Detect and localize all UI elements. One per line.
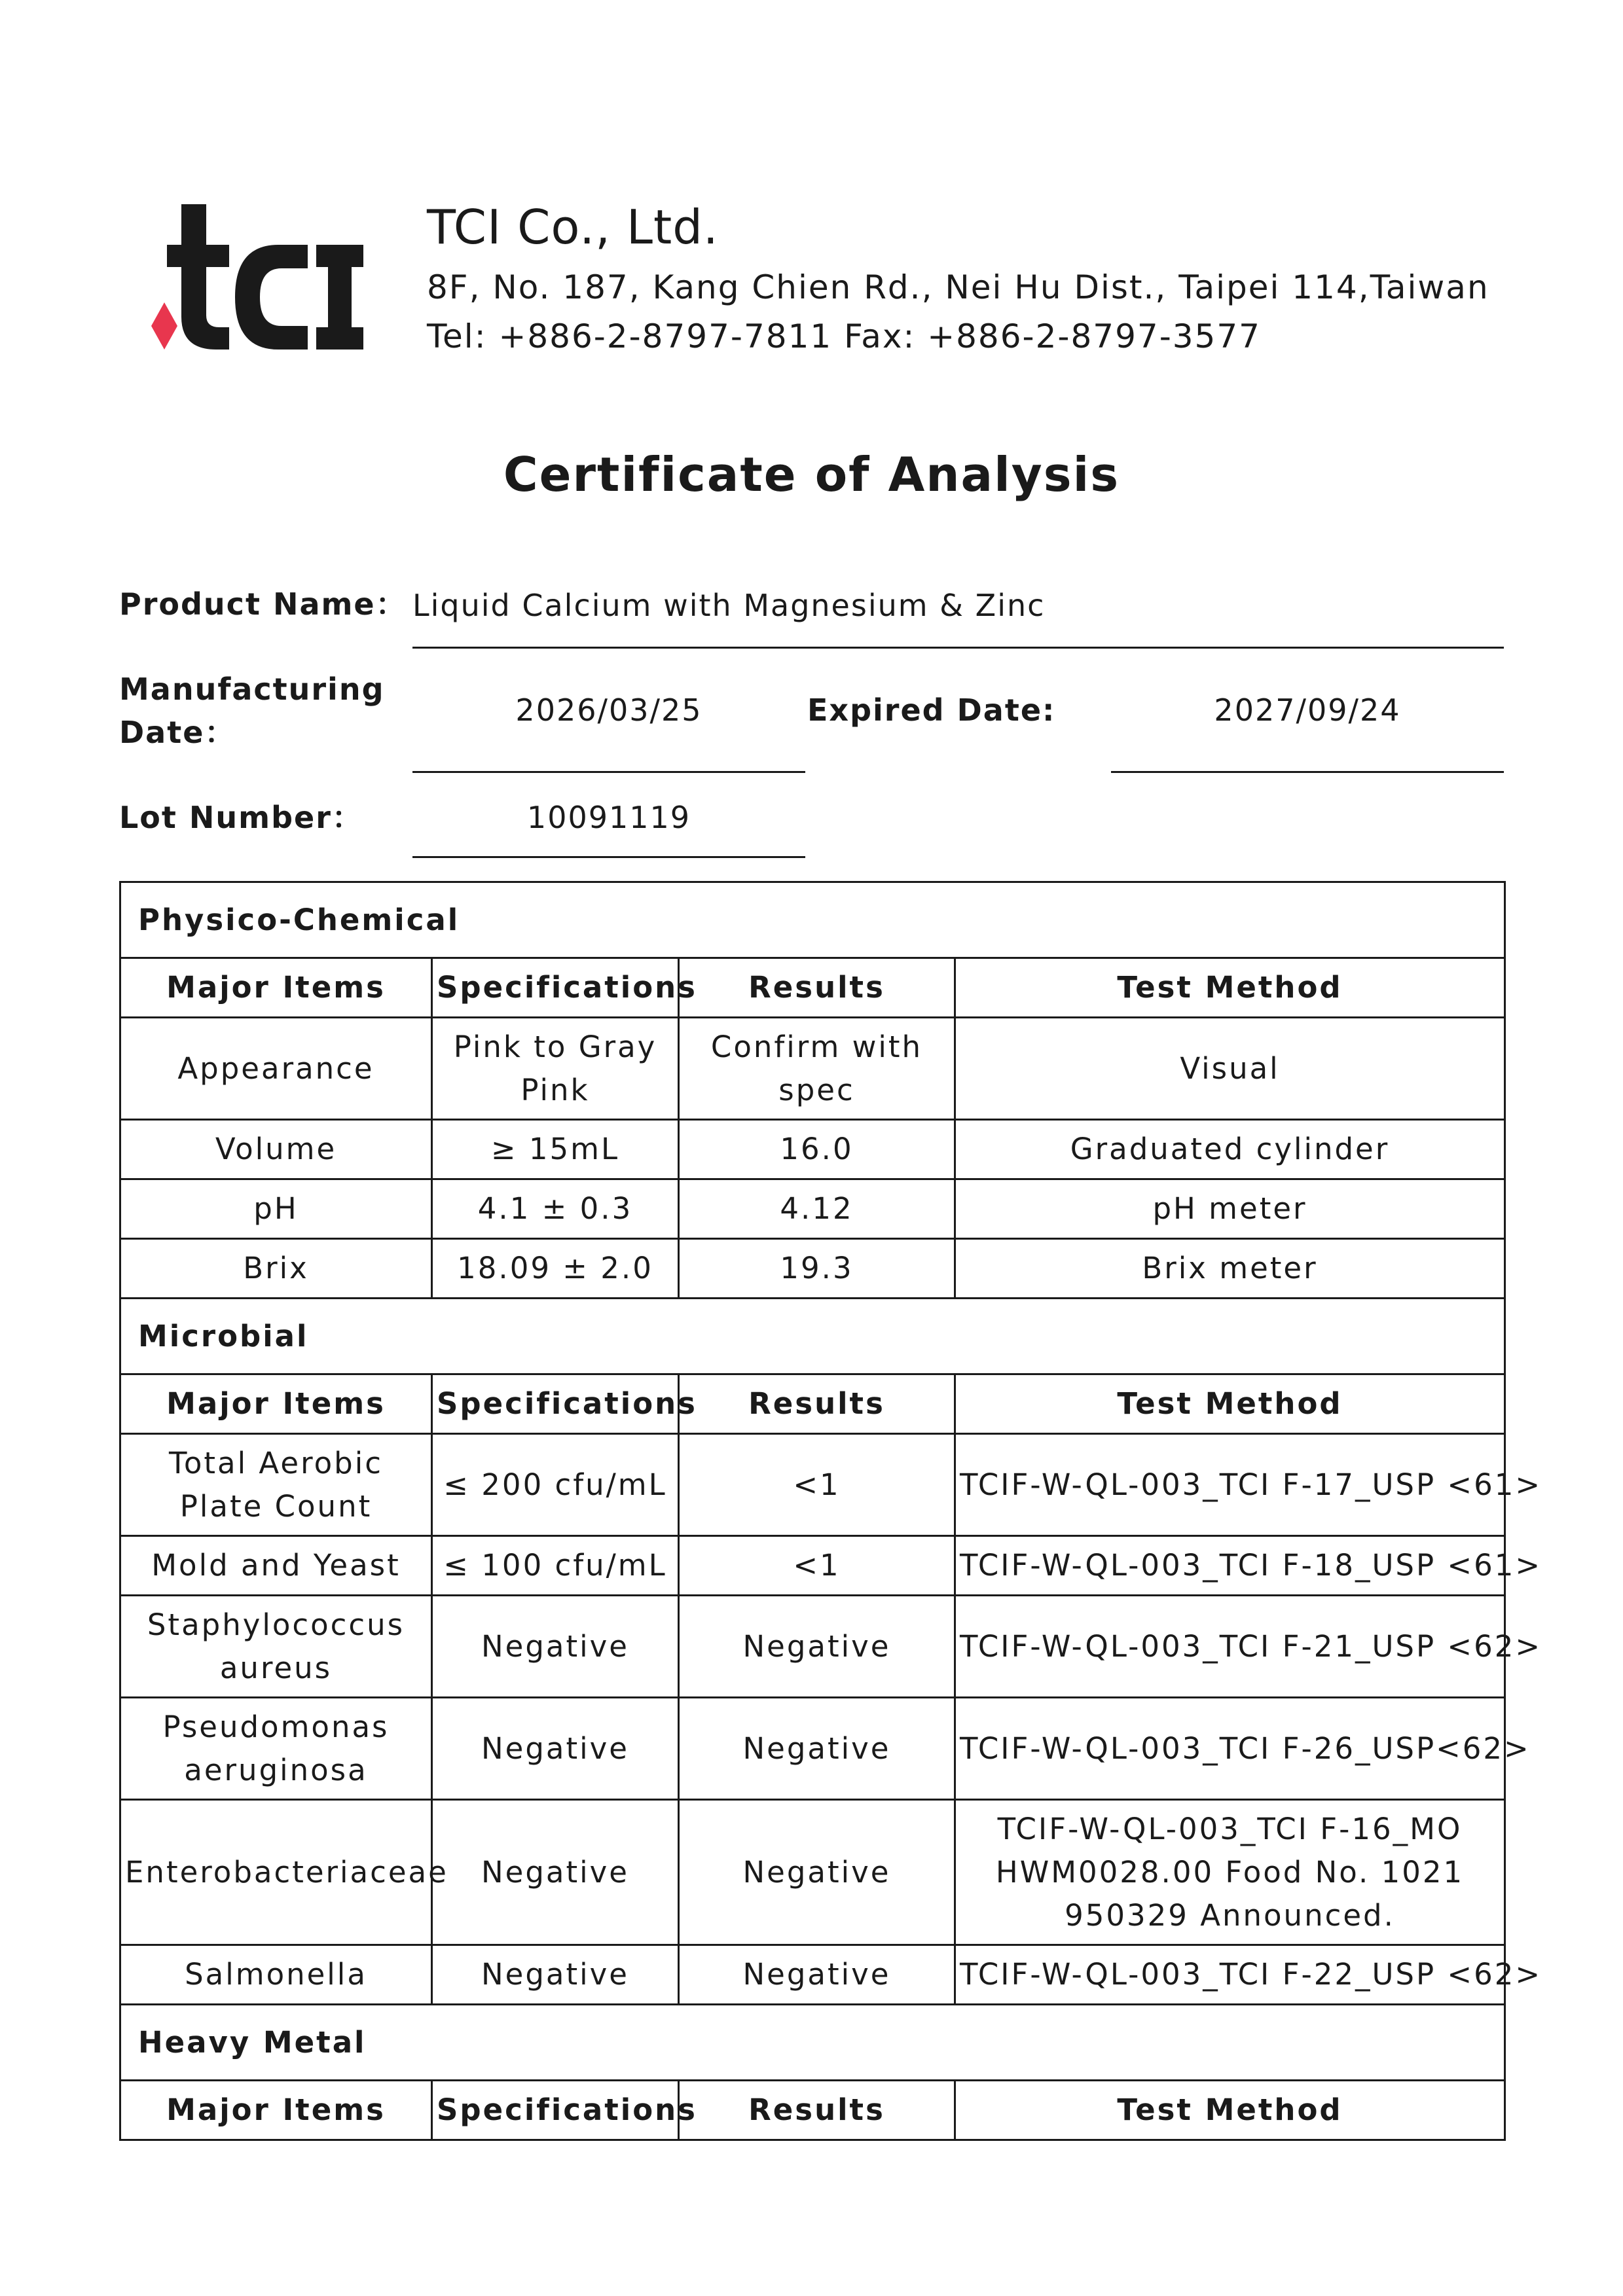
cell-spec: Negative bbox=[432, 1596, 679, 1698]
section-title: Physico-Chemical bbox=[120, 882, 1505, 958]
cell-item: Salmonella bbox=[120, 1945, 432, 2005]
cell-item: Total Aerobic Plate Count bbox=[120, 1434, 432, 1536]
cell-spec: Negative bbox=[432, 1945, 679, 2005]
tci-logo bbox=[147, 204, 373, 351]
header-specifications: Specifications bbox=[432, 958, 679, 1018]
section-row-physico-chemical bbox=[120, 882, 1505, 958]
cell-item: Mold and Yeast bbox=[120, 1536, 432, 1596]
cell-method: TCIF-W-QL-003_TCI F-17_USP <61> bbox=[955, 1434, 1505, 1536]
header-results: Results bbox=[679, 1374, 955, 1434]
company-name: TCI Co., Ltd. bbox=[427, 200, 719, 255]
header-row bbox=[120, 2081, 1505, 2140]
lot-number-value: 10091119 bbox=[526, 800, 691, 835]
table-row bbox=[120, 1120, 1505, 1179]
header-test-method: Test Method bbox=[955, 958, 1505, 1018]
cell-result: <1 bbox=[679, 1536, 955, 1596]
table-row bbox=[120, 1018, 1505, 1120]
manufacturing-date-label-line2: Date： bbox=[119, 715, 236, 750]
lot-number-label: Lot Number： bbox=[119, 800, 363, 835]
company-address: 8F, No. 187, Kang Chien Rd., Nei Hu Dist., Taipei 114,Taiwan bbox=[427, 268, 1489, 306]
header-specifications: Specifications bbox=[432, 1374, 679, 1434]
product-name-label: Product Name： bbox=[119, 586, 407, 622]
manufacturing-date-label bbox=[119, 668, 385, 754]
header-results: Results bbox=[679, 958, 955, 1018]
product-name-underline bbox=[412, 647, 1504, 649]
product-name-value: Liquid Calcium with Magnesium & Zinc bbox=[412, 588, 1046, 623]
section-title: Heavy Metal bbox=[120, 2005, 1505, 2081]
section-row-heavy-metal bbox=[120, 2005, 1505, 2081]
expired-date-value: 2027/09/24 bbox=[1214, 692, 1401, 728]
cell-spec: 18.09 ± 2.0 bbox=[432, 1239, 679, 1299]
cell-method: TCIF-W-QL-003_TCI F-18_USP <61> bbox=[955, 1536, 1505, 1596]
cell-method: pH meter bbox=[955, 1179, 1505, 1239]
cell-spec: Pink to Gray Pink bbox=[432, 1018, 679, 1120]
cell-spec: ≤ 100 cfu/mL bbox=[432, 1536, 679, 1596]
manufacturing-date-value: 2026/03/25 bbox=[515, 692, 702, 728]
cell-result: Negative bbox=[679, 1945, 955, 2005]
cell-result: Negative bbox=[679, 1596, 955, 1698]
cell-item: Pseudomonas aeruginosa bbox=[120, 1698, 432, 1800]
cell-item: Volume bbox=[120, 1120, 432, 1179]
cell-result: 19.3 bbox=[679, 1239, 955, 1299]
cell-result: Confirm with spec bbox=[679, 1018, 955, 1120]
manufacturing-date-underline bbox=[412, 771, 805, 773]
table-row bbox=[120, 1800, 1505, 1945]
cell-method: Graduated cylinder bbox=[955, 1120, 1505, 1179]
expired-date-underline bbox=[1111, 771, 1504, 773]
table-row bbox=[120, 1179, 1505, 1239]
cell-item: Staphylococcus aureus bbox=[120, 1596, 432, 1698]
header-major-items: Major Items bbox=[120, 958, 432, 1018]
lot-number-underline bbox=[412, 856, 805, 858]
cell-spec: Negative bbox=[432, 1800, 679, 1945]
analysis-table bbox=[119, 881, 1542, 2141]
cell-method: TCIF-W-QL-003_TCI F-21_USP <62> bbox=[955, 1596, 1505, 1698]
cell-item: Brix bbox=[120, 1239, 432, 1299]
cell-item: Appearance bbox=[120, 1018, 432, 1120]
cell-item: Enterobacteriaceae bbox=[120, 1800, 432, 1945]
table-row bbox=[120, 1596, 1505, 1698]
table-row bbox=[120, 1698, 1505, 1800]
cell-result: Negative bbox=[679, 1800, 955, 1945]
cell-result: Negative bbox=[679, 1698, 955, 1800]
table-row bbox=[120, 1239, 1505, 1299]
cell-method: Brix meter bbox=[955, 1239, 1505, 1299]
cell-method: TCIF-W-QL-003_TCI F-16_MOHWM0028.00 Food No. 1021950329 Announced. bbox=[955, 1800, 1505, 1945]
cell-spec: Negative bbox=[432, 1698, 679, 1800]
manufacturing-date-label-line1: Manufacturing bbox=[119, 672, 385, 707]
cell-method: TCIF-W-QL-003_TCI F-26_USP<62> bbox=[955, 1698, 1505, 1800]
header-major-items: Major Items bbox=[120, 2081, 432, 2140]
cell-result: 16.0 bbox=[679, 1120, 955, 1179]
header-major-items: Major Items bbox=[120, 1374, 432, 1434]
document-title: Certificate of Analysis bbox=[503, 447, 1120, 502]
header-test-method: Test Method bbox=[955, 1374, 1505, 1434]
header-specifications: Specifications bbox=[432, 2081, 679, 2140]
company-contact: Tel: +886-2-8797-7811 Fax: +886-2-8797-3577 bbox=[427, 317, 1261, 355]
cell-spec: 4.1 ± 0.3 bbox=[432, 1179, 679, 1239]
cell-spec: ≥ 15mL bbox=[432, 1120, 679, 1179]
table-row bbox=[120, 1945, 1505, 2005]
header-row bbox=[120, 1374, 1505, 1434]
cell-method: Visual bbox=[955, 1018, 1505, 1120]
section-title: Microbial bbox=[120, 1299, 1505, 1374]
header-test-method: Test Method bbox=[955, 2081, 1505, 2140]
cell-spec: ≤ 200 cfu/mL bbox=[432, 1434, 679, 1536]
expired-date-label: Expired Date: bbox=[807, 692, 1056, 728]
header-results: Results bbox=[679, 2081, 955, 2140]
table-row bbox=[120, 1434, 1505, 1536]
table-row bbox=[120, 1536, 1505, 1596]
cell-result: <1 bbox=[679, 1434, 955, 1536]
cell-method: TCIF-W-QL-003_TCI F-22_USP <62> bbox=[955, 1945, 1505, 2005]
header-row bbox=[120, 958, 1505, 1018]
section-row-microbial bbox=[120, 1299, 1505, 1374]
cell-item: pH bbox=[120, 1179, 432, 1239]
cell-result: 4.12 bbox=[679, 1179, 955, 1239]
